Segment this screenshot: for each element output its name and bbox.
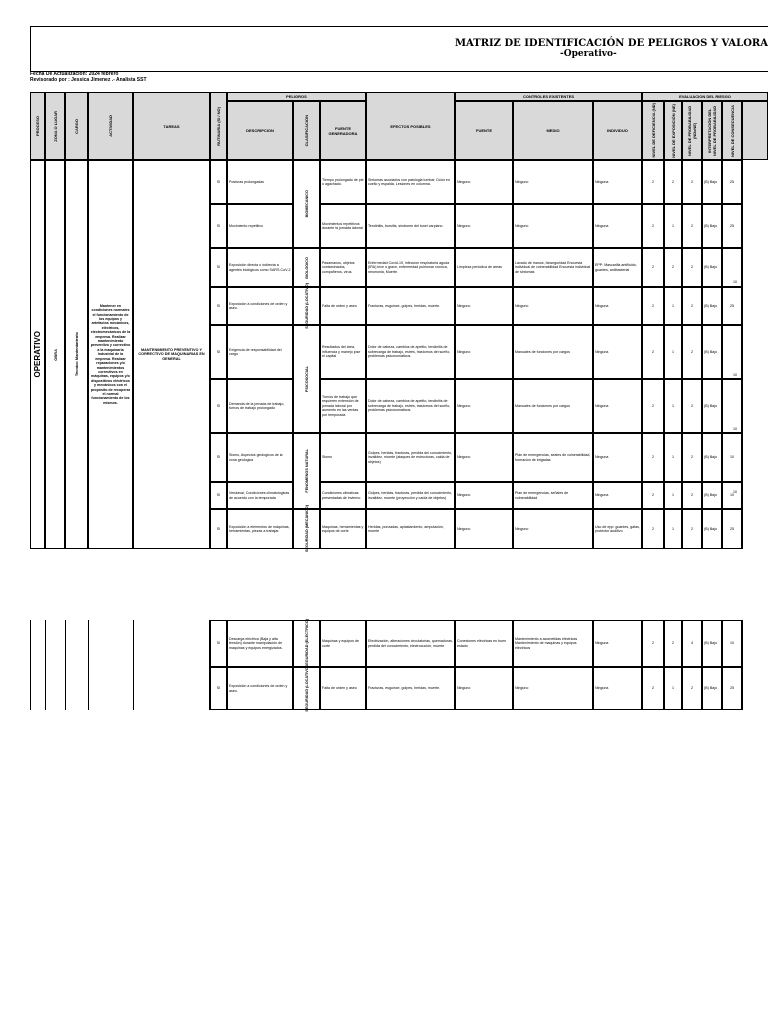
cell-rut: SI xyxy=(216,526,221,531)
cell-efectos: Golpes, heridas, fracturas, perdida del conocimiento, invalidez, muerte (ataques de estructuras, caida de objetos) xyxy=(368,450,453,464)
header-rutinario: RUTINARIA (SI / NO) xyxy=(210,92,227,160)
cell-cm: Ninguno xyxy=(515,303,529,308)
cell-ne: 1 xyxy=(672,349,674,354)
header-proceso: PROCESO xyxy=(30,92,45,160)
cell-rut: SI xyxy=(216,686,221,691)
header-extra xyxy=(742,101,768,160)
cell-rut: SI xyxy=(216,403,221,408)
cell-np: 2 xyxy=(691,349,693,354)
cell-cf: Limpieza periodica de areas xyxy=(457,265,502,270)
page-subtitle: -Operativo- xyxy=(560,49,617,59)
cell-np: 2 xyxy=(691,179,693,184)
cell-desc: Exposición a condiciones de orden y aseo. xyxy=(229,301,288,310)
cell-ne: 1 xyxy=(672,493,674,498)
header-fuente: FUENTE xyxy=(455,101,513,160)
cell-interp: (B) Bajo xyxy=(704,403,717,408)
cell-ci: Ninguna xyxy=(595,493,609,498)
cell-interp: (B) Bajo xyxy=(704,526,717,531)
margin-mark: 10 xyxy=(733,373,737,377)
cell-efectos: Heridas, punzadas, aplastamiento, amputación, muerte xyxy=(368,524,444,533)
cell-fuente: Resultados del área, influencia y manejo jose el capital xyxy=(322,345,361,359)
cell-efectos: Fracturas, esguince, golpes, heridas, muerte. xyxy=(368,303,441,308)
cell-nc xyxy=(724,248,740,287)
cell-nc: 25 xyxy=(730,303,734,308)
cell-nd: 2 xyxy=(652,179,654,184)
cell-interp: (B) Bajo xyxy=(704,686,717,691)
cell-cm: Manuales de funciones por cargos xyxy=(515,349,570,354)
update-date: Fecha De Actualizacion: 2024 febrero xyxy=(30,71,119,77)
cell-np: 2 xyxy=(691,455,693,460)
cell-efectos: Enfermedad Covid-19, infeccion respiratoria aguda (IRA) leve o grave, enfermedad pulmonar cronica, neumonia, Muerte. xyxy=(368,260,450,274)
cell-np: 4 xyxy=(691,641,693,646)
cell-nc: 10 xyxy=(730,493,734,498)
cell-cm: Plan de emergencias, señales de vulnerabilidad xyxy=(515,491,569,500)
header-descripcion: DESCRIPCION xyxy=(227,101,293,160)
cell-rut: SI xyxy=(216,303,221,308)
cell-rut: SI xyxy=(216,265,221,270)
header-nd: NIVEL DE DEFICIENCIA (ND) xyxy=(642,101,664,160)
cell-fuente: Falta de orden y aseo xyxy=(322,303,357,308)
proceso-label: OPERATIVO xyxy=(33,331,42,378)
cell-efectos: Electrización, alteraciones circulatorias, quemaduras, perdida del conocimiento, electrocución, muerte xyxy=(368,639,453,648)
table-cell xyxy=(742,667,768,710)
header-tareas: TAREAS xyxy=(133,92,210,160)
cell-interp: (B) Bajo xyxy=(704,349,717,354)
cell-interp: (B) Bajo xyxy=(704,641,717,646)
classification-label: SEGURIDAD (MECANICO) xyxy=(304,505,309,553)
header-zona: ZONA O LUGAR xyxy=(45,92,65,160)
header-efectos: EFECTOS POSIBLES xyxy=(366,92,455,160)
cell-nc: 25 xyxy=(730,686,734,691)
cell-cf: Ninguno xyxy=(457,455,471,460)
cargo-label: Tecnico Mantenimiento xyxy=(74,332,79,377)
cell-fuente: Falta de orden y aseo xyxy=(322,686,357,691)
classification-label: BIOMECANICO xyxy=(304,190,309,218)
cell-nc: 10 xyxy=(730,455,734,460)
cell-ci: Uso de epp: guantes, gafas, protector auditivo xyxy=(595,524,640,533)
cell-rut: SI xyxy=(216,179,221,184)
cell-nd: 2 xyxy=(652,265,654,270)
cell-cf: Ninguno xyxy=(457,179,471,184)
margin-mark: 10 xyxy=(733,427,737,431)
cell-interp: (B) Bajo xyxy=(704,265,717,270)
cell-np: 2 xyxy=(691,265,693,270)
classification-label: FENOMENOS NATURAL xyxy=(304,449,309,493)
cell-fuente: Maquinas, herramientas y equipos de corte xyxy=(322,524,364,533)
cell-desc: Descarga eléctrica (Baja y alta tensión) durante manipulación de maquinas y equipos energizados. xyxy=(229,636,283,650)
header-interp: INTERPRETACIÓN DEL NIVEL DE PROBABILIDAD xyxy=(702,101,722,160)
classification-label: SEGURIDAD (LOCATIVO) xyxy=(304,283,309,329)
table-cell xyxy=(742,248,768,287)
cell-ne: 2 xyxy=(672,265,674,270)
cell-cf: Ninguno xyxy=(457,686,471,691)
cell-desc: Vendaval, Condiciones climatologicas de acuerdo con la temporada xyxy=(229,491,290,500)
cell-efectos: Golpes, heridas, fracturas, perdida del conocimiento, invalidez, muerte (proyección y caída de objetos) xyxy=(368,491,453,500)
cell-cf: Ninguno xyxy=(457,349,471,354)
cell-cm: Ninguno xyxy=(515,223,529,228)
cell-ne: 1 xyxy=(672,455,674,460)
cell-rut: SI xyxy=(216,455,221,460)
margin-mark: 10 xyxy=(733,280,737,284)
header-individuo: INDIVIDUO xyxy=(593,101,642,160)
table-cell xyxy=(742,287,768,325)
cell-interp: (B) Bajo xyxy=(704,179,717,184)
cell-cf: Ninguno xyxy=(457,303,471,308)
classification-label: BIOLOGICO xyxy=(304,256,309,279)
header-medio: MEDIO xyxy=(513,101,593,160)
cell-desc: Movimiento repetitivo xyxy=(229,223,263,228)
page-title: MATRIZ DE IDENTIFICACIÓN DE PELIGROS Y VALORA xyxy=(454,38,768,49)
cell-cm: Ninguno xyxy=(515,686,529,691)
zona-label: OBRA xyxy=(52,348,58,361)
cell-np: 2 xyxy=(691,493,693,498)
cell-cm: Ninguno xyxy=(515,179,529,184)
cell-efectos: Dolor de cabeza, cambios de apetito, tendinitis de sobrecarga de trabajo, estrés, trastornos del sueño, problemas psicosomaticos. xyxy=(368,345,451,359)
classification-label: PSICOSOCIAL xyxy=(304,365,309,393)
cell-cf: Ninguno xyxy=(457,223,471,228)
tarea-text: MANTENIMIENTO PREVENTIVO Y CORRECTIVO DE MAQUINARIAS EN GENERAL xyxy=(138,347,205,361)
cell-rut: SI xyxy=(216,641,221,646)
cell-cf: Conexiones eléctricas en buen estado xyxy=(457,639,507,648)
header-fuente-generadora: FUENTE GENERADORA xyxy=(320,101,366,160)
actividad-text: Mantener en condiciones normales el funcionamiento de los equipos y artefactos mecánicos, eléctricos, electromecánicos de la empresa. Realizar mantenimiento preventivo y correctivo a la maquinaria industrial de la empresa. Realizar reparaciones y/o mantenimientos correctivos en máquinas, equipos y/o dispositivos eléctricos y mecánicos con el propósito de recuperar el normal funcionamiento de los mismos. xyxy=(90,303,131,405)
cell-nd: 2 xyxy=(652,686,654,691)
table-cell xyxy=(742,509,768,549)
cell-desc: Exposición a condiciones de orden y aseo. xyxy=(229,684,288,693)
cell-nd: 2 xyxy=(652,223,654,228)
cell-cm: Lavado de manos, bioseguridad Encuesta individual de vulnerabilidad Encuesta individual de sintomas xyxy=(515,260,591,274)
cell-nc xyxy=(724,379,740,433)
cell-nc: 10 xyxy=(730,641,734,646)
cell-ne: 1 xyxy=(672,526,674,531)
reviewer: Revisorado por : Jessica Jimenez .- Analista SST xyxy=(30,77,147,83)
table-cell xyxy=(742,160,768,204)
cell-cm: Manuales de funciones por cargos xyxy=(515,403,570,408)
cell-nd: 2 xyxy=(652,455,654,460)
cell-nd: 2 xyxy=(652,303,654,308)
cell-nd: 2 xyxy=(652,641,654,646)
cell-desc: Sismo, Aspectos geologicos de la zona geologica xyxy=(229,453,283,462)
cell-np: 2 xyxy=(691,303,693,308)
cell-ci: Ninguna xyxy=(595,179,609,184)
table-cell xyxy=(742,620,768,667)
cell-ne: 1 xyxy=(672,223,674,228)
cell-desc: Exposición directa o indirecta a agentes biológicos como SARS-CoV-2 xyxy=(229,263,291,272)
cell-ne: 2 xyxy=(672,641,674,646)
header-np: NIVEL DE PROBABILIDAD (NDxNE) xyxy=(682,101,702,160)
header-actividad: ACTIVIDAD xyxy=(88,92,133,160)
cell-cf: Ninguno xyxy=(457,526,471,531)
cell-fuente: Condiciones climaticas presentadas de invierno xyxy=(322,491,361,500)
cell-nc: 25 xyxy=(730,526,734,531)
cell-nd: 2 xyxy=(652,493,654,498)
cell-ne: 1 xyxy=(672,303,674,308)
cell-efectos: Sintomas asociados con patologia lumbar, Dolor en cuello y espalda, Lesiones en columna. xyxy=(368,177,450,186)
cell-np: 2 xyxy=(691,526,693,531)
cell-cm: Mantenimiento a acometidas eléctricas Mantenimiento de maquinas y equipos eléctricos xyxy=(515,636,578,650)
header-clasificacion: CLASIFICACION xyxy=(293,101,320,160)
cell-rut: SI xyxy=(216,223,221,228)
cell-efectos: Dolor de cabeza, cambios de apetito, tendinitis de sobrecarga de trabajo, estrés, trastornos del sueño, problemas psicosomaticos. xyxy=(368,399,451,413)
cell-nc: 25 xyxy=(730,223,734,228)
classification-label: SEGURIDAD (LOCATIVO) xyxy=(304,665,309,712)
cell-desc: Demanda de la jornada de trabajo, turnos de trabajo prolongado xyxy=(229,401,285,410)
cell-nd: 2 xyxy=(652,349,654,354)
cell-ci: Ninguna xyxy=(595,349,609,354)
cell-fuente: Maquinas y equipos de corte xyxy=(322,639,359,648)
table-cell xyxy=(742,325,768,379)
table-cell xyxy=(742,482,768,509)
cell-ci: Ninguna xyxy=(595,686,609,691)
cell-efectos: Fracturas, esguince, golpes, heridas, muerte. xyxy=(368,686,441,691)
title-box xyxy=(30,26,768,72)
cell-fuente: Sismo xyxy=(322,455,332,460)
header-nc: NIVEL DE CONSECUENCIA xyxy=(722,101,742,160)
cell-np: 2 xyxy=(691,686,693,691)
cell-cf: Ninguno xyxy=(457,403,471,408)
cell-ci: Ninguna xyxy=(595,455,609,460)
header-ne: NIVEL DE EXPOSICIÓN (NE) xyxy=(664,101,682,160)
cell-ne: 1 xyxy=(672,686,674,691)
cell-ci: EPP: Mascarilla antifluido, guantes, antibacterial xyxy=(595,263,637,272)
cell-rut: SI xyxy=(216,349,221,354)
cell-nc xyxy=(724,325,740,379)
cell-ci: Ninguna xyxy=(595,641,609,646)
cell-nd: 2 xyxy=(652,403,654,408)
cell-interp: (B) Bajo xyxy=(704,303,717,308)
cell-ne: 2 xyxy=(672,179,674,184)
cell-fuente: Pasamanos, objetos contaminados, compañeros, virus. xyxy=(322,260,355,274)
cell-fuente: Movimientos repetitivos durante la jornada laboral xyxy=(322,221,363,230)
cell-interp: (B) Bajo xyxy=(704,223,717,228)
header-evaluacion: EVALUACION DEL RIESGO xyxy=(642,92,768,101)
header-controles: CONTROLES EXISTENTES xyxy=(455,92,642,101)
cell-rut: SI xyxy=(216,493,221,498)
cell-ci: Ninguna xyxy=(595,303,609,308)
cell-nc: 25 xyxy=(730,179,734,184)
cell-desc: Exigencia de responsabilidad del cargo xyxy=(229,347,282,356)
cell-ci: Ninguna xyxy=(595,403,609,408)
table-cell xyxy=(742,204,768,248)
cell-nd: 2 xyxy=(652,526,654,531)
cell-desc: Posturas prolongadas xyxy=(229,179,264,184)
cell-np: 2 xyxy=(691,403,693,408)
header-cargo: CARGO xyxy=(65,92,88,160)
cell-efectos: Tendinitis, bursitis, sindrome del tunel carpiano xyxy=(368,223,443,228)
cell-fuente: Turnos de trabajo que requieren extensión de jornada laboral por aumento en las ventas por temporada xyxy=(322,394,359,417)
cell-ci: Ninguna xyxy=(595,223,609,228)
margin-mark: 10 xyxy=(733,490,737,494)
cell-cf: Ninguno xyxy=(457,493,471,498)
cell-fuente: Tiempo prolongado de pie o agachado. xyxy=(322,177,364,186)
header-peligros: PELIGROS xyxy=(227,92,366,101)
cell-desc: Exposición a elementos de máquinas, herramientas, piezas a trabajar. xyxy=(229,524,290,533)
table-cell xyxy=(742,379,768,433)
cell-interp: (B) Bajo xyxy=(704,455,717,460)
cell-cm: Plan de emergencias, seales de vulnerabilidad, formacion de brigadas xyxy=(515,453,591,462)
table-cell xyxy=(742,433,768,482)
cell-interp: (B) Bajo xyxy=(704,493,717,498)
cell-np: 2 xyxy=(691,223,693,228)
cell-cm: Ninguno xyxy=(515,526,529,531)
cell-ne: 1 xyxy=(672,403,674,408)
classification-label: SEGURIDAD (ELECTRICO) xyxy=(304,619,309,668)
